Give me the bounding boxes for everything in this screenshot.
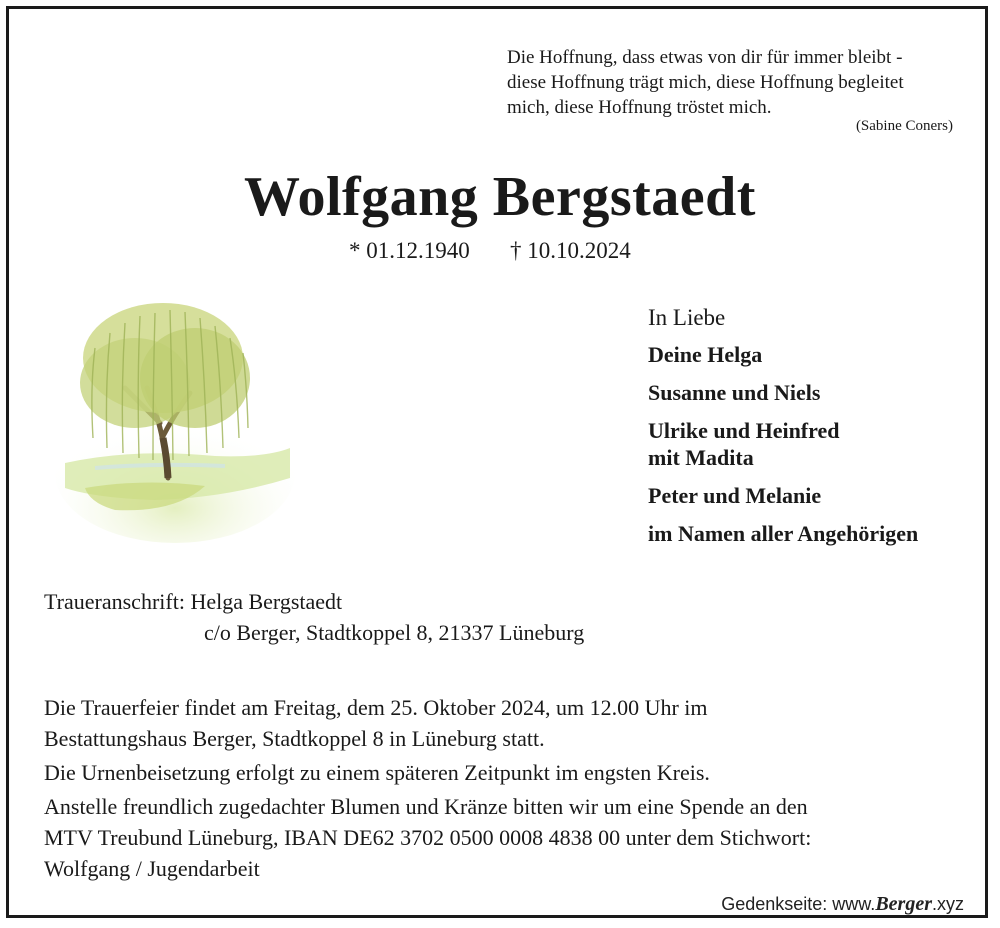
mourners-intro: In Liebe	[648, 305, 726, 330]
text-line: Anstelle freundlich zugedachter Blumen und Kränze bitten wir um eine Spende an den	[44, 794, 808, 819]
website-prefix: Gedenkseite: www.	[721, 894, 876, 914]
website-brand: Berger	[875, 893, 932, 915]
mourner-group	[648, 417, 978, 471]
mourner-group	[648, 379, 978, 406]
text-line: Die Urnenbeisetzung erfolgt zu einem späteren Zeitpunkt im engsten Kreis.	[44, 760, 710, 785]
deceased-name: Wolfgang Bergstaedt	[244, 166, 756, 228]
mourner-group	[648, 341, 978, 368]
website-suffix: .xyz	[931, 894, 964, 914]
quote-line: mich, diese Hoffnung tröstet mich.	[507, 97, 772, 118]
text-line: Die Trauerfeier findet am Freitag, dem 25. Oktober 2024, um 12.00 Uhr im	[44, 695, 708, 720]
mourner-name: Susanne und Niels	[648, 380, 821, 405]
mourner-group	[648, 482, 978, 509]
mourner-name: Peter und Melanie	[648, 483, 822, 508]
quote-line: Die Hoffnung, dass etwas von dir für immer bleibt -	[507, 47, 903, 68]
quote-line: diese Hoffnung trägt mich, diese Hoffnung begleitet	[507, 72, 904, 93]
address-name: Helga Bergstaedt	[190, 589, 343, 614]
text-line: MTV Treubund Lüneburg, IBAN DE62 3702 0500 0008 4838 00 unter dem Stichwort:	[44, 825, 812, 850]
funeral-ceremony-paragraph	[44, 692, 944, 754]
urn-burial-paragraph	[44, 757, 944, 788]
weeping-willow-illustration	[55, 288, 295, 548]
life-dates	[349, 238, 631, 264]
funeral-details	[44, 692, 944, 887]
memorial-quote	[507, 45, 957, 120]
donation-paragraph	[44, 791, 944, 884]
text-line: Wolfgang / Jugendarbeit	[44, 856, 260, 881]
death-date: † 10.10.2024	[510, 238, 631, 263]
address-label: Traueranschrift:	[44, 589, 185, 614]
mourners-list	[648, 305, 978, 558]
mourning-address	[44, 586, 584, 648]
text-line: Bestattungshaus Berger, Stadtkoppel 8 in Lüneburg statt.	[44, 726, 545, 751]
mourner-name: Deine Helga	[648, 342, 763, 367]
mourner-name: im Namen aller Angehörigen	[648, 521, 919, 546]
mourner-group	[648, 520, 978, 547]
address-street: c/o Berger, Stadtkoppel 8, 21337 Lüneburg	[204, 620, 585, 645]
mourner-name: Ulrike und Heinfred	[648, 418, 840, 443]
memorial-website[interactable]	[721, 893, 964, 916]
quote-author: (Sabine Coners)	[855, 118, 953, 134]
birth-date: * 01.12.1940	[349, 238, 470, 263]
mourner-name: mit Madita	[648, 445, 754, 470]
